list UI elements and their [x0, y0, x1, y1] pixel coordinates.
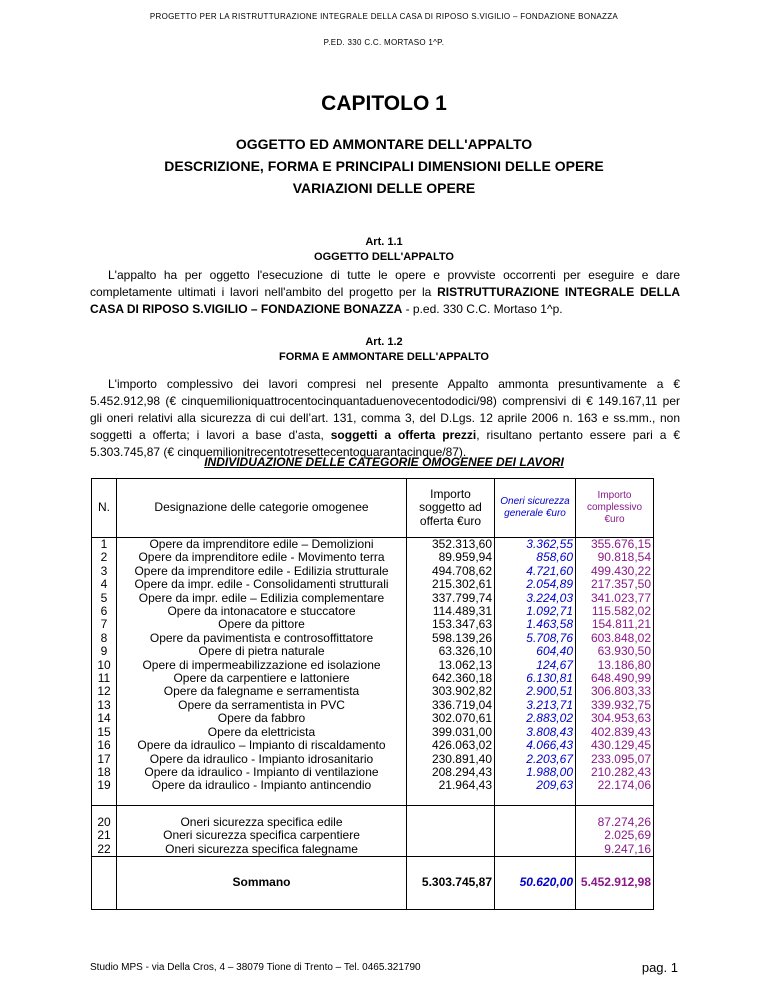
total-label: Sommano [117, 856, 407, 909]
article-2-text-b: , risultano pertanto essere pari a € 5.303.745,87 (€ cinquemilionitrecentotresettecentoquarantacinque/87). [90, 428, 681, 459]
spacer-cell [407, 805, 495, 816]
row-description: Opere da imprenditore edile – Demolizioni [117, 538, 407, 552]
row-importo: 13.062,13 [407, 659, 495, 672]
chapter-subtitle-1: OGGETTO ED AMMONTARE DELL'APPALTO [235, 136, 533, 152]
row-number: 20 [92, 816, 117, 829]
table-row [92, 538, 654, 552]
row-oneri: 2.900,51 [495, 685, 576, 698]
row-oneri: 1.463,58 [495, 618, 576, 631]
row-oneri: 3.213,71 [495, 699, 576, 712]
row-description: Oneri sicurezza specifica falegname [117, 843, 407, 857]
row-importo: 230.891,40 [407, 753, 495, 766]
row-description: Opere da impr. edile - Consolidamenti strutturali [117, 578, 407, 591]
row-description: Opere da impr. edile – Edilizia complementare [117, 592, 407, 605]
table-row [92, 578, 654, 591]
row-importo: 63.326,10 [407, 645, 495, 658]
row-oneri: 2.203,67 [495, 753, 576, 766]
row-description: Opere da imprenditore edile - Edilizia strutturale [117, 565, 407, 578]
row-oneri: 604,40 [495, 645, 576, 658]
header-subtitle: P.ED. 330 C.C. MORTASO 1^P. [323, 38, 445, 47]
table-row-extra [92, 843, 654, 857]
row-description: Opere da carpentiere e lattoniere [117, 672, 407, 685]
article-2-title: FORMA E AMMONTARE DELL'APPALTO [279, 351, 489, 363]
row-description: Opere da elettricista [117, 726, 407, 739]
chapter-subtitle-2: DESCRIZIONE, FORMA E PRINCIPALI DIMENSIONI DELLE OPERE [164, 158, 604, 174]
table-caption: INDIVIDUAZIONE DELLE CATEGORIE OMOGENEE DEI LAVORI [204, 455, 564, 469]
row-importo: 215.302,61 [407, 578, 495, 591]
table-row [92, 753, 654, 766]
table-row [92, 618, 654, 631]
row-importo: 89.959,94 [407, 551, 495, 564]
table-row [92, 592, 654, 605]
table-header-row [92, 479, 654, 538]
row-complessivo: 22.174,06 [576, 779, 654, 792]
table-row [92, 739, 654, 752]
row-oneri: 1.092,71 [495, 605, 576, 618]
article-1-text [90, 267, 680, 318]
row-complessivo: 9.247,16 [576, 843, 654, 857]
row-number: 15 [92, 726, 117, 739]
table-row-extra [92, 816, 654, 829]
row-oneri: 858,60 [495, 551, 576, 564]
row-complessivo: 499.430,22 [576, 565, 654, 578]
row-importo: 352.313,60 [407, 538, 495, 552]
table-row [92, 659, 654, 672]
table-row [92, 726, 654, 739]
row-description: Opere da idraulico - Impianto antincendio [117, 779, 407, 792]
row-oneri: 209,63 [495, 779, 576, 792]
row-importo: 337.799,74 [407, 592, 495, 605]
row-description: Opere da serramentista in PVC [117, 699, 407, 712]
row-complessivo: 341.023,77 [576, 592, 654, 605]
header-importo: Importo soggetto ad offerta €uro [407, 479, 495, 538]
row-oneri: 2.054,89 [495, 578, 576, 591]
row-number: 2 [92, 551, 117, 564]
row-oneri-empty [495, 829, 576, 842]
row-number: 8 [92, 632, 117, 645]
table-row [92, 605, 654, 618]
header-oneri: Oneri sicurezza generale €uro [495, 479, 576, 538]
row-description: Opere da falegname e serramentista [117, 685, 407, 698]
header-complessivo: Importo complessivo €uro [576, 479, 654, 538]
row-complessivo: 306.803,33 [576, 685, 654, 698]
row-description: Opere di impermeabilizzazione ed isolazione [117, 659, 407, 672]
table-row [92, 766, 654, 779]
chapter-subtitle-3: VARIAZIONI DELLE OPERE [292, 180, 476, 196]
table-total-row [92, 856, 654, 909]
row-complessivo: 648.490,99 [576, 672, 654, 685]
row-importo: 208.294,43 [407, 766, 495, 779]
spacer-cell [495, 793, 576, 806]
row-number: 13 [92, 699, 117, 712]
header-desc: Designazione delle categorie omogenee [117, 479, 407, 538]
table-row [92, 685, 654, 698]
article-2-text [90, 376, 680, 461]
row-complessivo: 430.129,45 [576, 739, 654, 752]
row-oneri: 3.362,55 [495, 538, 576, 552]
row-complessivo: 339.932,75 [576, 699, 654, 712]
row-importo: 302.070,61 [407, 712, 495, 725]
row-description: Opere da pittore [117, 618, 407, 631]
row-importo: 114.489,31 [407, 605, 495, 618]
spacer-cell [92, 793, 117, 806]
table-row [92, 632, 654, 645]
row-number: 22 [92, 843, 117, 857]
chapter-title: CAPITOLO 1 [321, 92, 447, 115]
row-complessivo: 402.839,43 [576, 726, 654, 739]
row-oneri: 5.708,76 [495, 632, 576, 645]
header-n: N. [92, 479, 117, 538]
footer-studio: Studio MPS - via Della Cros, 4 – 38079 Tione di Trento – Tel. 0465.321790 [90, 962, 421, 973]
row-description: Opere da pavimentista e controsoffittatore [117, 632, 407, 645]
row-description: Oneri sicurezza specifica edile [117, 816, 407, 829]
row-number: 17 [92, 753, 117, 766]
row-number: 10 [92, 659, 117, 672]
row-number: 4 [92, 578, 117, 591]
row-description: Oneri sicurezza specifica carpentiere [117, 829, 407, 842]
article-2-number: Art. 1.2 [365, 336, 403, 348]
row-oneri: 2.883,02 [495, 712, 576, 725]
row-description: Opere da intonacatore e stuccatore [117, 605, 407, 618]
row-oneri: 6.130,81 [495, 672, 576, 685]
row-number: 1 [92, 538, 117, 552]
article-1-number: Art. 1.1 [365, 236, 403, 248]
spacer-cell [117, 793, 407, 806]
row-description: Opere da idraulico – Impianto di riscaldamento [117, 739, 407, 752]
row-importo: 426.063,02 [407, 739, 495, 752]
row-complessivo: 2.025,69 [576, 829, 654, 842]
table-row [92, 672, 654, 685]
row-complessivo: 233.095,07 [576, 753, 654, 766]
table-spacer [92, 805, 654, 816]
row-complessivo: 63.930,50 [576, 645, 654, 658]
article-1-text-a: L'appalto ha per oggetto l'esecuzione di tutte le opere e provviste occorrenti per eseguire e dare completamente ultimati i lavori nell'ambito del progetto per la [90, 268, 680, 299]
row-oneri: 3.224,03 [495, 592, 576, 605]
table-row [92, 551, 654, 564]
table-spacer [92, 793, 654, 806]
article-1-title: OGGETTO DELL'APPALTO [314, 251, 454, 263]
row-importo-empty [407, 829, 495, 842]
row-complessivo: 115.582,02 [576, 605, 654, 618]
row-complessivo: 355.676,15 [576, 538, 654, 552]
row-complessivo: 304.953,63 [576, 712, 654, 725]
row-oneri: 3.808,43 [495, 726, 576, 739]
row-description: Opere da idraulico - Impianto di ventilazione [117, 766, 407, 779]
header-title: PROGETTO PER LA RISTRUTTURAZIONE INTEGRALE DELLA CASA DI RIPOSO S.VIGILIO – FONDAZIONE BONAZZA [149, 12, 619, 21]
row-complessivo: 13.186,80 [576, 659, 654, 672]
spacer-cell [495, 805, 576, 816]
row-oneri: 1.988,00 [495, 766, 576, 779]
spacer-cell [407, 793, 495, 806]
row-complessivo: 90.818,54 [576, 551, 654, 564]
row-number: 3 [92, 565, 117, 578]
row-number: 6 [92, 605, 117, 618]
row-number: 19 [92, 779, 117, 792]
table-row-extra [92, 829, 654, 842]
row-number: 7 [92, 618, 117, 631]
row-oneri-empty [495, 843, 576, 857]
row-number: 16 [92, 739, 117, 752]
row-oneri-empty [495, 816, 576, 829]
row-oneri: 4.066,43 [495, 739, 576, 752]
total-oneri: 50.620,00 [495, 856, 576, 909]
row-number: 12 [92, 685, 117, 698]
row-number: 9 [92, 645, 117, 658]
table-row [92, 712, 654, 725]
row-importo: 598.139,26 [407, 632, 495, 645]
page-number: pag. 1 [641, 960, 678, 975]
row-importo: 303.902,82 [407, 685, 495, 698]
row-importo: 336.719,04 [407, 699, 495, 712]
article-2-text-a: L'importo complessivo dei lavori compresi nel presente Appalto ammonta presuntivamente a € 5.452.912,98 (€ cinquemilioniquattrocentocinquantaduenovecentododici/98) comprensivi di € 149.167,11 per gli oneri relativi alla sicurezza di cui dell’art. 131, comma 3, del D.Lgs. 12 aprile 2006 n. 163 e ss.mm., non soggetti a offerta; i lavori a base d’asta, [90, 377, 680, 442]
row-importo: 21.964,43 [407, 779, 495, 792]
row-oneri: 124,67 [495, 659, 576, 672]
row-oneri: 4.721,60 [495, 565, 576, 578]
row-importo: 494.708,62 [407, 565, 495, 578]
row-complessivo: 210.282,43 [576, 766, 654, 779]
article-1-text-b: - p.ed. 330 C.C. Mortaso 1^p. [402, 302, 563, 316]
row-complessivo: 217.357,50 [576, 578, 654, 591]
table-row [92, 699, 654, 712]
row-importo-empty [407, 843, 495, 857]
row-number: 18 [92, 766, 117, 779]
row-number: 11 [92, 672, 117, 685]
row-description: Opere da imprenditore edile - Movimento terra [117, 551, 407, 564]
table-row [92, 645, 654, 658]
row-importo: 153.347,63 [407, 618, 495, 631]
row-number: 5 [92, 592, 117, 605]
spacer-cell [576, 793, 654, 806]
table-row [92, 565, 654, 578]
total-importo: 5.303.745,87 [407, 856, 495, 909]
row-number: 21 [92, 829, 117, 842]
row-description: Opere da fabbro [117, 712, 407, 725]
total-complessivo: 5.452.912,98 [576, 856, 654, 909]
row-description: Opere da idraulico - Impianto idrosanitario [117, 753, 407, 766]
row-complessivo: 87.274,26 [576, 816, 654, 829]
row-number: 14 [92, 712, 117, 725]
row-complessivo: 603.848,02 [576, 632, 654, 645]
row-importo: 399.031,00 [407, 726, 495, 739]
total-n-empty [92, 856, 117, 909]
row-description: Opere di pietra naturale [117, 645, 407, 658]
article-1-text-bold: RISTRUTTURAZIONE INTEGRALE DELLA CASA DI RIPOSO S.VIGILIO – FONDAZIONE BONAZZA [90, 285, 680, 316]
article-2-text-bold: soggetti a offerta prezzi [330, 428, 477, 442]
row-complessivo: 154.811,21 [576, 618, 654, 631]
table-row [92, 779, 654, 792]
categories-table [91, 478, 654, 910]
row-importo-empty [407, 816, 495, 829]
row-importo: 642.360,18 [407, 672, 495, 685]
